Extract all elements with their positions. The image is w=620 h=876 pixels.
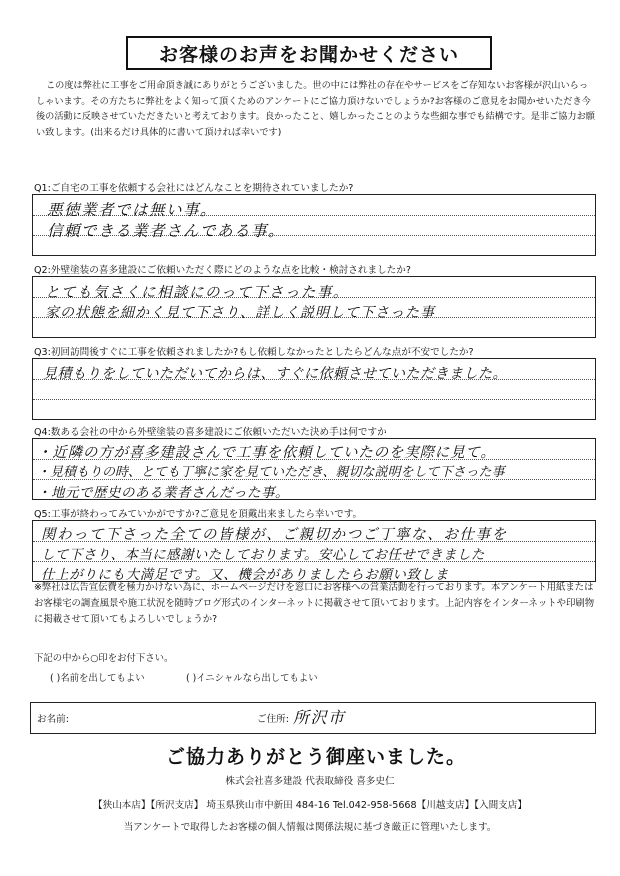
option-name-ok[interactable]: ( )名前を出してもよい — [50, 673, 145, 684]
name-label: お名前: — [37, 714, 70, 725]
q5-answer-line-1: 関わって下さった全ての皆様が、ご親切かつご丁寧な、お仕事を — [41, 527, 508, 543]
q5-answer-line-2: して下さり、本当に感謝いたしております。安心してお任せできました — [41, 547, 485, 563]
choose-instruction: 下記の中から○印をお付下さい。 — [34, 653, 174, 664]
option-initials-ok[interactable]: ( )イニシャルなら出してもよい — [186, 673, 318, 684]
address-label: ご住所: — [257, 714, 290, 725]
q4-answer-line-1: ・近隣の方が喜多建設さんで工事を依頼していたのを実際に見て。 — [37, 445, 496, 461]
q5-answer-box — [32, 520, 596, 582]
publish-notice: ※弊社は広告宣伝費を極力かけない為に、ホームページだけを窓口にお客様への営業活動を行っております。本アンケート用紙またはお客様宅の調査風景や施工状況を随時ブログ形式のインターネットに掲載させて頂いております。上記内容をインターネットや印刷物に掲載させて頂いてもよろしいでしょうか? — [34, 582, 595, 625]
q2-label: Q2:外壁塗装の喜多建設にご依頼いただく際にどのような点を比較・検討されましたか? — [34, 265, 411, 276]
q2-answer-line-1: とても気さくに相談にのって下さった事。 — [45, 285, 349, 301]
q4-answer-line-3: ・地元で歴史のある業者さんだった事。 — [37, 485, 289, 501]
q1-label: Q1:ご自宅の工事を依頼する会社にはどんなことを期待されていましたか? — [34, 183, 354, 194]
thanks-heading: ご協力ありがとう御座いました。 — [166, 746, 467, 768]
q5-label: Q5:工事が終わってみていかがですか?ご意見を頂戴出来ましたら幸いです。 — [34, 509, 363, 520]
name-address-box — [30, 702, 596, 734]
company-name: 株式会社喜多建設 代表取締役 喜多史仁 — [225, 776, 395, 787]
q1-answer-line-2: 信頼できる業者さんである事。 — [47, 222, 286, 240]
intro-text: この度は弊社に工事をご用命頂き誠にありがとうございました。世の中には弊社の存在やサービスをご存知ないお客様が沢山いらっしゃいます。その方たちに弊社をよく知って頂くためのアンケートにご協力頂けないでしょうか?お客様のご意見をお聞かせいただき今後の活動に反映させていただきたいと考えております。良かったこと、嬉しかったことのような些細な事でも結構です。是非ご協力お願い致します。(出来るだけ具体的に書いて頂ければ幸いです) — [36, 80, 595, 138]
q1-answer-box — [32, 194, 596, 256]
address-value: 所沢市 — [293, 708, 346, 727]
privacy-notice: 当アンケートで取得したお客様の個人情報は関係法規に基づき厳正に管理いたします。 — [123, 822, 497, 833]
q4-label: Q4:数ある会社の中から外壁塗装の喜多建設にご依頼いただいた決め手は何ですか — [34, 427, 387, 438]
branches-address: 【狭山本店】【所沢支店】 埼玉県狭山市中新田 484-16 Tel.042-958-5668【川越支店】【入間支店】 — [93, 800, 527, 811]
q3-answer-line-1: 見積もりをしていただいてからは、すぐに依頼させていただきました。 — [43, 366, 507, 382]
q3-label: Q3:初回訪問後すぐに工事を依頼されましたか?もし依頼しなかったとしたらどんな点が不安でしたか? — [34, 347, 474, 358]
page-title: お客様のお声をお聞かせください — [126, 36, 492, 70]
q2-answer-line-2: 家の状態を細かく見て下さり、詳しく説明して下さった事 — [45, 305, 435, 321]
q4-answer-line-2: ・見積もりの時、とても丁寧に家を見ていただき、親切な説明をして下さった事 — [37, 465, 505, 480]
q1-answer-line-1: 悪徳業者では無い事。 — [47, 201, 218, 219]
q3-answer-box — [32, 358, 596, 420]
q5-answer-line-3: 仕上がりにも大満足です。又、機会がありましたらお願い致しま — [41, 567, 449, 583]
q2-answer-box — [32, 276, 596, 338]
q4-answer-box — [32, 438, 596, 500]
